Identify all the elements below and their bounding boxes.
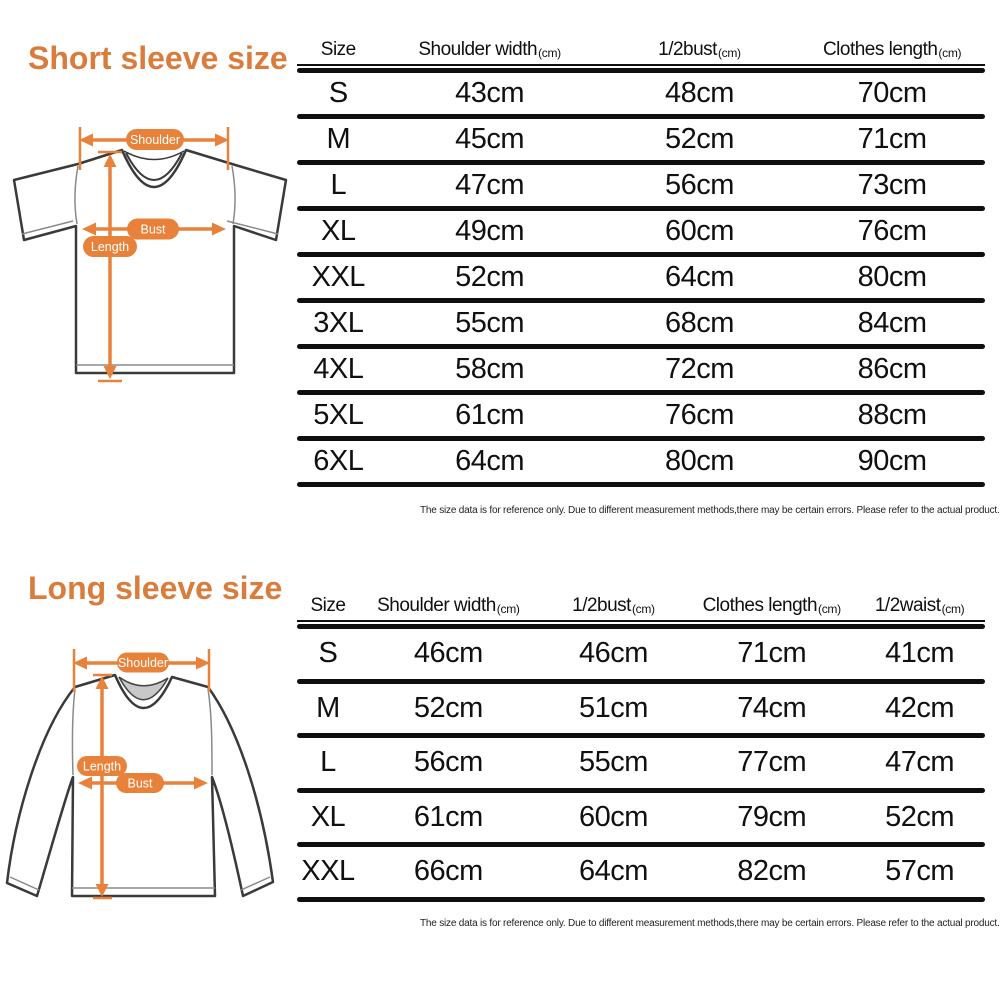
long-sleeve-shirt-diagram [0,630,300,930]
value-cell: 51cm [579,691,648,724]
value-cell: 52cm [413,691,483,724]
header-thin-rule [297,620,985,622]
value-cell: 48cm [665,77,734,109]
column-header-clothes-length: Clothes length (cm) [702,595,841,616]
value-cell: 71cm [737,637,807,670]
value-cell: 52cm [665,123,734,155]
value-cell: 64cm [665,261,734,293]
column-header-shoulder-width: Shoulder width (cm) [377,595,520,616]
value-cell: 86cm [857,353,927,385]
value-cell: 70cm [857,77,927,109]
size-row-XXL [297,257,985,298]
size-row-L [297,165,985,206]
value-cell: 76cm [665,399,734,431]
value-cell: 42cm [885,691,955,724]
length-label-pill [77,756,127,776]
value-cell: 66cm [413,855,483,888]
tshirt-outline [14,150,286,373]
value-cell: 73cm [857,169,927,201]
long-sleeve-disclaimer: The size data is for reference only. Due to different measurement methods,there may be certain errors. Please refer to the actual product. [420,918,1000,929]
value-cell: 80cm [665,445,734,477]
size-cell: L [330,169,347,201]
value-cell: 43cm [455,77,525,109]
size-cell: 4XL [313,353,364,385]
row-rule [297,897,985,902]
value-cell: 55cm [579,746,648,779]
value-cell: 47cm [455,169,525,201]
size-cell: S [318,637,338,670]
size-cell: XL [321,215,356,247]
size-row-3XL [297,303,985,344]
value-cell: 68cm [665,307,734,339]
length-label-pill [83,236,137,257]
value-cell: 64cm [455,445,525,477]
size-row-M [297,684,985,734]
value-cell: 82cm [737,855,807,888]
header-thin-rule [297,64,985,66]
long-sleeve-size-table [297,583,985,902]
size-cell: M [316,691,340,724]
table-header-row [297,36,985,64]
short-sleeve-title: Short sleeve size [28,40,288,76]
value-cell: 45cm [455,123,525,155]
row-rule [297,482,985,487]
value-cell: 79cm [737,800,807,833]
value-cell: 52cm [885,800,955,833]
value-cell: 71cm [857,123,927,155]
value-cell: 61cm [455,399,525,431]
size-cell: XL [310,800,346,833]
column-header-1-2waist: 1/2waist (cm) [874,595,965,616]
value-cell: 52cm [455,261,525,293]
value-cell: 80cm [857,261,927,293]
size-row-XXL [297,847,985,897]
value-cell: 61cm [413,800,483,833]
value-cell: 76cm [857,215,927,247]
bust-label-pill [116,773,164,793]
value-cell: 88cm [857,399,927,431]
value-cell: 90cm [857,445,927,477]
column-header-size: Size [320,39,356,60]
shoulder-label: Shoulder [129,133,181,147]
length-label: Length [90,240,130,254]
size-cell: XXL [311,261,365,293]
table-header-row [297,583,985,620]
value-cell: 41cm [885,637,955,670]
size-cell: L [320,746,336,779]
value-cell: 77cm [737,746,807,779]
value-cell: 56cm [665,169,734,201]
length-label: Length [82,759,122,774]
size-cell: 5XL [313,399,364,431]
value-cell: 74cm [737,691,807,724]
value-cell: 47cm [885,746,955,779]
size-row-L [297,738,985,788]
column-header-size: Size [310,595,346,616]
size-cell: M [326,123,351,155]
size-row-4XL [297,349,985,390]
value-cell: 58cm [455,353,525,385]
short-sleeve-shirt-diagram [0,110,300,410]
value-cell: 64cm [579,855,648,888]
bust-label: Bust [127,776,153,791]
value-cell: 46cm [413,637,483,670]
bust-label-pill [127,219,179,240]
size-cell: 3XL [313,307,364,339]
value-cell: 72cm [665,353,734,385]
size-row-S [297,629,985,679]
shoulder-label-pill [117,653,169,673]
value-cell: 84cm [857,307,927,339]
size-cell: 6XL [313,445,364,477]
value-cell: 60cm [579,800,648,833]
size-row-5XL [297,395,985,436]
shoulder-label: Shoulder [117,656,169,670]
column-header-1-2bust: 1/2bust (cm) [658,39,741,60]
shoulder-label-pill [126,129,184,150]
short-sleeve-size-table [297,36,985,487]
value-cell: 46cm [579,637,648,670]
size-row-XL [297,211,985,252]
bust-label: Bust [140,222,166,237]
long-sleeve-title: Long sleeve size [28,570,283,606]
value-cell: 57cm [885,855,955,888]
value-cell: 55cm [455,307,525,339]
value-cell: 60cm [665,215,734,247]
size-row-XL [297,793,985,843]
size-cell: S [328,77,348,109]
size-row-6XL [297,441,985,482]
size-row-M [297,119,985,160]
short-sleeve-disclaimer: The size data is for reference only. Due to different measurement methods,there may be certain errors. Please refer to the actual product. [420,505,1000,516]
column-header-clothes-length: Clothes length (cm) [822,39,962,60]
value-cell: 56cm [413,746,483,779]
column-header-shoulder-width: Shoulder width (cm) [418,39,561,60]
size-cell: XXL [301,855,355,888]
column-header-1-2bust: 1/2bust (cm) [572,595,655,616]
size-row-S [297,73,985,114]
value-cell: 49cm [455,215,525,247]
back-neck-line [124,151,184,160]
